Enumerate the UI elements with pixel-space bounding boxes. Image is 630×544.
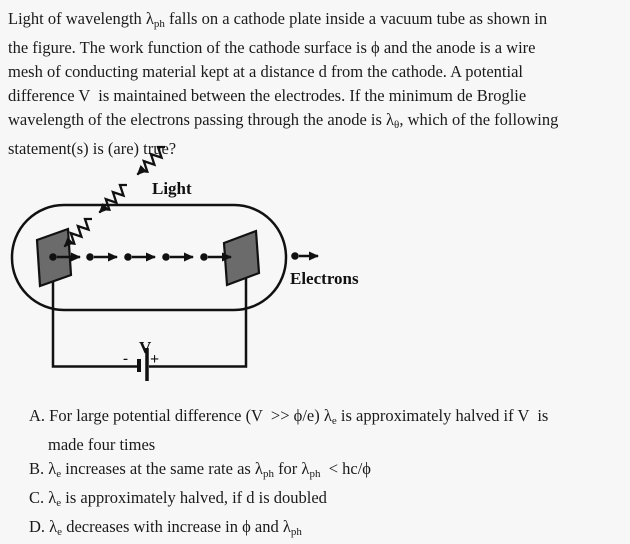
battery-plus-label: +: [150, 351, 160, 368]
question-line: wavelength of the electrons passing through the anode is $\lambda_\theta$, which of the following: [8, 110, 559, 131]
electron-beam: [50, 254, 231, 261]
figure-canvas: [0, 145, 400, 395]
option-d: D. $\lambda_e$ decreases with increase in ϕ and $\lambda_{ph}$: [29, 517, 302, 538]
question-line: Light of wavelength $\lambda_{ph}$ falls on a cathode plate inside a vacuum tube as shown in: [8, 9, 548, 30]
electron-dot: [201, 254, 208, 261]
question-line: statement(s) is (are) true?: [8, 139, 177, 158]
electron-dot: [87, 254, 94, 261]
option-b: B. $\lambda_e$ increases at the same rate as $\lambda_{ph}$ for $\lambda_{ph} < hc/\phi$: [29, 459, 371, 480]
option-a-line1: A. For large potential difference (V >> ϕ/e) $\lambda_e$ is approximately halved if V is: [29, 406, 549, 427]
electron-dot: [292, 253, 299, 260]
battery-minus-label: -: [123, 351, 128, 367]
question-line: mesh of conducting material kept at a distance d from the cathode. A potential: [8, 62, 524, 81]
light-ray-zigzag: [99, 185, 127, 213]
light-label: Light: [152, 179, 192, 198]
option-c: C. $\lambda_e$ is approximately halved, if d is doubled: [29, 488, 327, 509]
question-text: [8, 7, 628, 161]
battery-voltage-label: V: [139, 338, 152, 357]
option-a-line2: made four times: [48, 435, 156, 454]
electron-dot: [50, 254, 57, 261]
vacuum-tube-figure: [0, 145, 400, 395]
answer-options: [29, 404, 629, 544]
electron-dot: [163, 254, 170, 261]
exit-electron-arrow: [292, 253, 318, 260]
electrons-label: Electrons: [290, 269, 359, 288]
light-ray-zigzag: [137, 147, 165, 175]
question-line: difference V is maintained between the electrodes. If the minimum de Broglie: [8, 86, 527, 105]
circuit-wire-right: [149, 277, 246, 367]
electron-dot: [125, 254, 132, 261]
question-line: the figure. The work function of the cathode surface is ϕ and the anode is a wire: [8, 38, 536, 57]
